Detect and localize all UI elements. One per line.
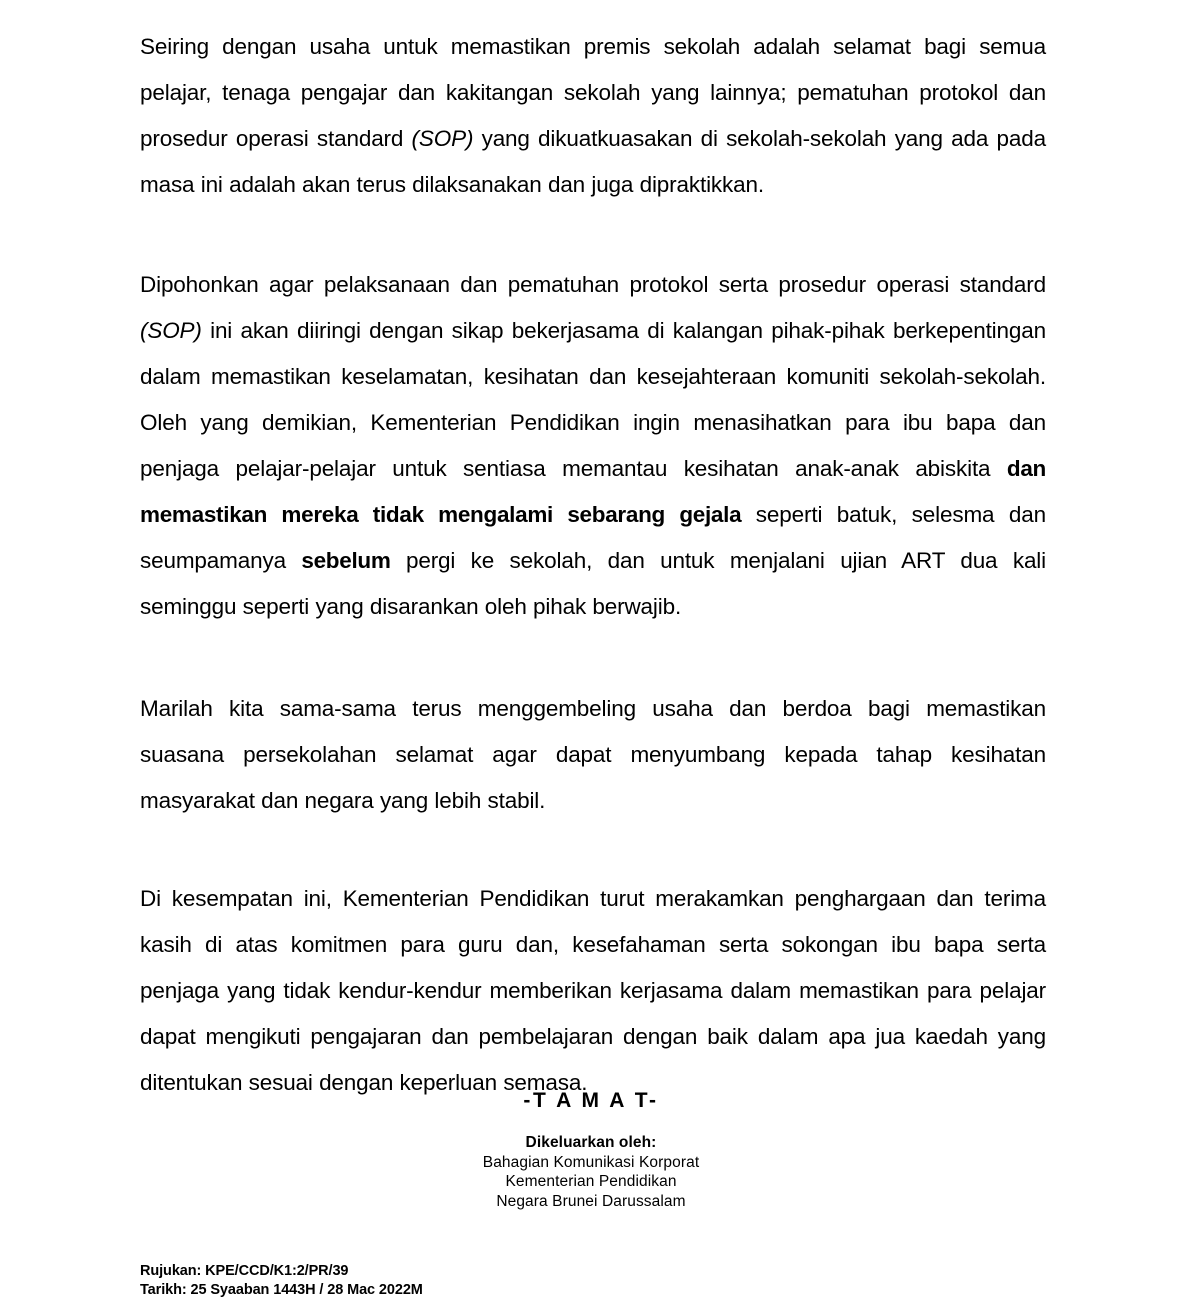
paragraph-2: [140, 262, 1046, 630]
paragraph-3: [140, 686, 1046, 824]
text-run: Dipohonkan agar pelaksanaan dan pematuhan protokol serta prosedur operasi standard: [140, 272, 1046, 297]
paragraph-spacer: [140, 656, 1046, 686]
emphasis-bold: sebelum: [301, 548, 391, 573]
paragraph-spacer: [140, 234, 1046, 262]
paragraph-4: [140, 876, 1046, 1106]
issuing-ministry: Kementerian Pendidikan: [505, 1173, 677, 1190]
emphasis-bold: dan memastikan mereka tidak mengalami sebarang gejala: [140, 456, 1046, 527]
text-run: seperti batuk, selesma dan seumpamanya: [140, 502, 1047, 573]
document-footer: [140, 1262, 423, 1299]
end-marker: -T A M A T-: [523, 1089, 659, 1112]
text-run: Marilah kita sama-sama terus menggembeling usaha dan berdoa bagi memastikan suasana persekolahan selamat agar dapat menyumbang kepada tahap kesihatan masyarakat dan negara yang lebih stabil.: [140, 696, 1046, 813]
text-run: Di kesempatan ini, Kementerian Pendidikan turut merakamkan penghargaan dan terima kasih di atas komitmen para guru dan, kesefahaman serta sokongan ibu bapa serta penjaga yang tidak kendur-kendur memberikan kerjasama dalam memastikan para pelajar dapat mengikuti pengajaran dan pembelajaran dengan baik dalam apa jua kaedah yang ditentukan sesuai dengan keperluan semasa.: [140, 886, 1046, 1095]
paragraph-spacer: [140, 850, 1046, 876]
closing-block: [0, 1088, 1182, 1114]
text-run: pergi ke sekolah, dan untuk menjalani ujian ART dua kali seminggu seperti yang disarankan oleh pihak berwajib.: [140, 548, 1047, 619]
footer-reference: Rujukan: KPE/CCD/K1:2/PR/39: [140, 1263, 349, 1279]
emphasis-italic: (SOP): [140, 318, 202, 343]
issuing-country: Negara Brunei Darussalam: [496, 1192, 686, 1210]
footer-date: Tarikh: 25 Syaaban 1443H / 28 Mac 2022M: [140, 1281, 423, 1298]
text-run: yang dikuatkuasakan di sekolah-sekolah yang ada pada masa ini adalah akan terus dilaksanakan dan juga dipraktikkan.: [140, 126, 1046, 197]
emphasis-italic: (SOP): [411, 126, 474, 151]
text-run: ini akan diiringi dengan sikap bekerjasama di kalangan pihak-pihak berkepentingan dalam memastikan keselamatan, kesihatan dan kesejahteraan komuniti sekolah-sekolah. Oleh yang demikian, Kementerian Pendidikan ingin menasihatkan para ibu bapa dan penjaga pelajar-pelajar untuk sentiasa memantau kesihatan anak-anak abiskita: [140, 318, 1046, 481]
document-body: [140, 24, 1046, 1106]
issuing-division: Bahagian Komunikasi Korporat: [482, 1153, 700, 1171]
paragraph-1: [140, 24, 1046, 208]
issued-by-label: Dikeluarkan oleh:: [525, 1134, 657, 1151]
text-run: Seiring dengan usaha untuk memastikan premis sekolah adalah selamat bagi semua pelajar, tenaga pengajar dan kakitangan sekolah yang lainnya; pematuhan protokol dan prosedur operasi standard: [140, 34, 1046, 151]
signature-block: [0, 1133, 1182, 1211]
